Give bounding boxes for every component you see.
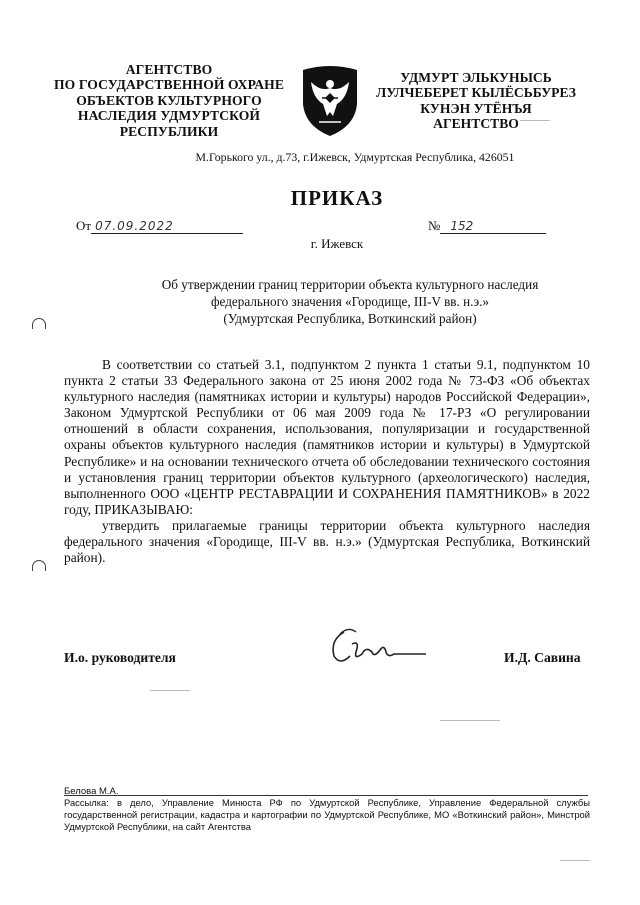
order-date [76, 218, 243, 234]
agency-line: КУНЭН УТЁНЪЯ [420, 100, 532, 116]
agency-line: АГЕНТСТВО [125, 62, 213, 77]
order-subject [140, 276, 560, 327]
date-value: 07.09.2022 [91, 219, 243, 234]
subject-line: Об утверждении границ территории объекта культурного наследия [161, 277, 539, 292]
scan-artifact [560, 860, 590, 861]
number-prefix: № [428, 218, 441, 233]
agency-line: ПО ГОСУДАРСТВЕННОЙ ОХРАНЕ [53, 77, 285, 93]
subject-line: (Удмуртская Республика, Воткинский район) [223, 311, 477, 326]
agency-address: М.Горького ул., д.73, г.Ижевск, Удмуртская Республика, 426051 [195, 150, 515, 164]
agency-line: УДМУРТ ЭЛЬКУНЫСЬ [400, 70, 552, 85]
agency-name-russian [44, 62, 294, 139]
signatory-name: И.Д. Савина [504, 650, 581, 665]
agency-line: НАСЛЕДИЯ УДМУРТСКОЙ [77, 108, 261, 124]
scan-artifact [440, 720, 500, 721]
agency-line: ЛУЛЧЕБЕРЕТ КЫЛЁСЬБУРЕЗ [376, 85, 576, 101]
distribution-list: Рассылка: в дело, Управление Минюста РФ по Удмуртской Республике, Управление Федеральной службы государственной регистрации, кадастра и картографии по Удмуртской Республике, МО «Воткинский район», Минстрой Удмуртской Республики, на сайт Агентства [64, 797, 590, 833]
subject-line: федерального значения «Городище, III-V вв. н.э.» [210, 294, 490, 309]
footer-divider [64, 795, 588, 796]
agency-name-udmurt [366, 70, 586, 132]
coat-of-arms-icon [297, 64, 363, 138]
executor-name: Белова М.А. [64, 786, 119, 797]
signatory-position: И.о. руководителя [64, 650, 176, 665]
handwritten-signature [326, 622, 430, 672]
order-paragraph: утвердить прилагаемые границы территории объекта культурного наследия федерального значения «Городище, III-V вв. н.э.» (Удмуртская Республика, Воткинский район). [64, 517, 590, 566]
agency-line: АГЕНТСТВО [433, 116, 519, 132]
agency-line: ОБЪЕКТОВ КУЛЬТУРНОГО [76, 92, 262, 108]
punch-hole-mark [32, 560, 46, 571]
agency-line: РЕСПУБЛИКИ [119, 123, 219, 139]
date-prefix: От [76, 218, 92, 233]
scan-artifact [150, 690, 190, 691]
document-title: ПРИКАЗ [290, 186, 384, 210]
city: г. Ижевск [310, 236, 364, 251]
order-number [428, 218, 546, 234]
order-body [64, 357, 590, 566]
scan-artifact [520, 120, 550, 121]
punch-hole-mark [32, 318, 46, 329]
preamble-paragraph: В соответствии со статьей 3.1, подпунктом 2 пункта 1 статьи 9.1, подпунктом 10 пункта 2 статьи 33 Федерального закона от 25 июня 2002 года № 73-ФЗ «Об объектах культурного наследия (памятниках истории и культуры) народов Российской Федерации», Законом Удмуртской Республики от 06 мая 2009 года № 17-РЗ «О регулировании отношений в области сохранения, использования, популяризации и государственной охраны объектов культурного наследия (памятников истории и культуры) в Удмуртской Республике» и на основании технического отчета об обследовании технического состояния и установления границ территории объектов культурного (археологического) наследия, выполненного ООО «ЦЕНТР РЕСТАВРАЦИИ И СОХРАНЕНИЯ ПАМЯТНИКОВ» в 2022 году, ПРИКАЗЫВАЮ: [64, 357, 590, 517]
number-value: 152 [440, 219, 546, 234]
